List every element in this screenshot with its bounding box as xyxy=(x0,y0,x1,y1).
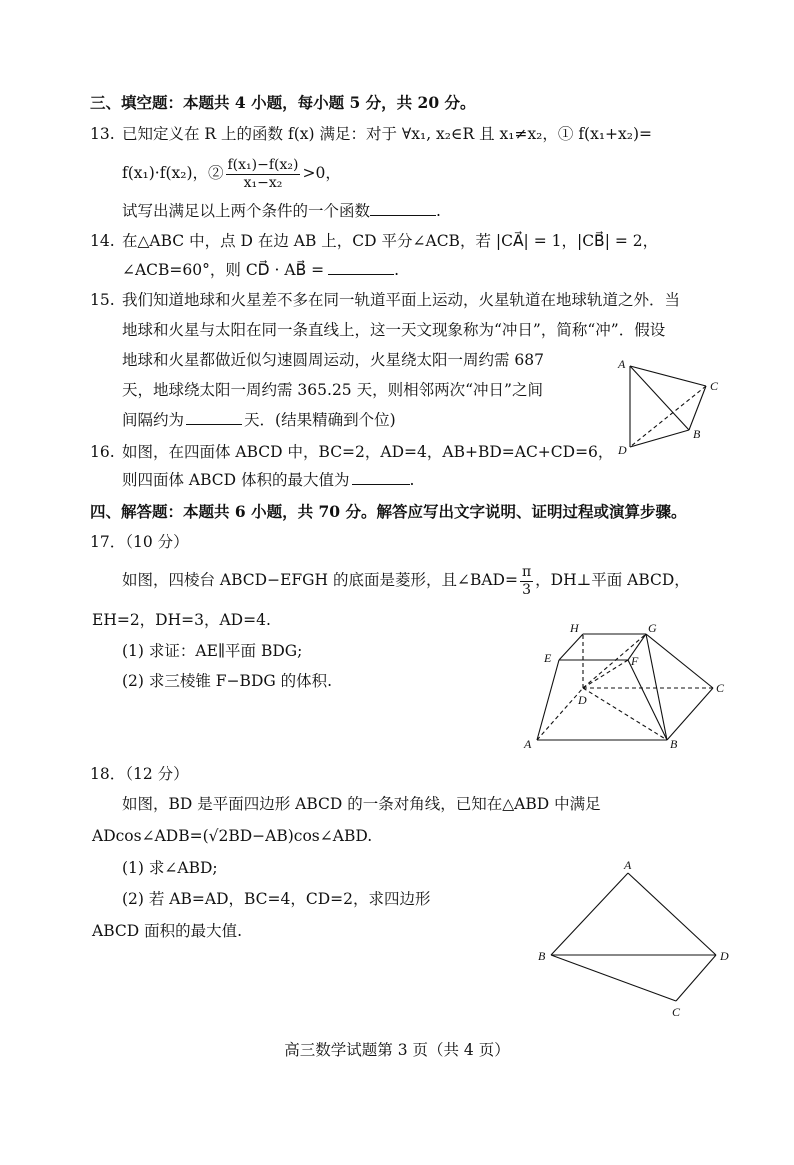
side-cd xyxy=(676,955,716,1001)
q17-line-1b: ，DH⊥平面 ABCD， xyxy=(535,571,690,589)
q14-line-2-text: ∠ACB=60°，则 CD⃗ · AB⃗ = xyxy=(122,261,325,279)
q17-header: 17．（10 分） xyxy=(90,533,189,551)
q13-frac-denominator: x₁−x₂ xyxy=(243,174,283,191)
q18-part-2: (2) 若 AB=AD，BC=4，CD=2，求四边形 xyxy=(122,890,431,908)
label-h: H xyxy=(570,621,579,635)
section-3-heading: 三、填空题：本题共 4 小题，每小题 5 分，共 20 分。 xyxy=(90,93,476,112)
q15-line-5b: 天．(结果精确到个位) xyxy=(244,411,396,429)
q14-number: 14. xyxy=(90,232,115,250)
label-a: A xyxy=(624,858,632,872)
q13-line-3-text: 试写出满足以上两个条件的一个函数 xyxy=(122,202,371,220)
label-g: G xyxy=(648,621,657,635)
q18-part-2-continued: ABCD 面积的最大值. xyxy=(92,922,243,940)
label-c: C xyxy=(716,681,725,695)
q13-frac-numerator: f(x₁)−f(x₂) xyxy=(227,156,299,173)
label-a: A xyxy=(524,737,532,751)
label-e: E xyxy=(544,651,552,665)
label-d: D xyxy=(578,693,587,707)
q13-line-2b: >0， xyxy=(302,164,341,182)
page-footer: 高三数学试题第 3 页（共 4 页） xyxy=(284,1041,510,1059)
q18-line-1: 如图，BD 是平面四边形 ABCD 的一条对角线，已知在△ABD 中满足 xyxy=(122,795,601,813)
side-ad xyxy=(628,873,716,955)
side-ab xyxy=(551,873,628,955)
q18-line-2: ADcos∠ADB=(√2BD−AB)cos∠ABD. xyxy=(92,827,373,845)
q16-line-2-end: . xyxy=(409,471,415,489)
q14-line-2-end: . xyxy=(394,261,400,279)
label-b: B xyxy=(538,949,546,963)
q14-line-1: 在△ABC 中，点 D 在边 AB 上，CD 平分∠ACB，若 |CA⃗| = 1，|CB⃗| = 2， xyxy=(122,232,659,250)
pi-denominator: 3 xyxy=(522,581,532,598)
label-d: D xyxy=(618,443,627,457)
q15-line-4: 天，地球绕太阳一周约需 365.25 天，则相邻两次“冲日”之间 xyxy=(122,381,543,399)
q18-part-1: (1) 求∠ABD; xyxy=(122,859,218,877)
label-b: B xyxy=(670,737,678,751)
label-d: D xyxy=(720,949,729,963)
q16-line-1: 如图，在四面体 ABCD 中，BC=2，AD=4，AB+BD=AC+CD=6， xyxy=(122,443,614,461)
q17-line-2: EH=2，DH=3，AD=4. xyxy=(92,611,271,629)
q17-part-2: (2) 求三棱锥 F−BDG 的体积. xyxy=(122,672,333,690)
q17-part-1: (1) 求证：AE∥平面 BDG; xyxy=(122,642,303,660)
q15-number: 15. xyxy=(90,291,115,309)
q15-line-3: 地球和火星都做近似匀速圆周运动，火星绕太阳一周约需 687 xyxy=(122,351,545,369)
label-f: F xyxy=(631,654,639,668)
q15-line-2: 地球和火星与太阳在同一条直线上，这一天文现象称为“冲日”，简称“冲”．假设 xyxy=(122,321,666,339)
q16-line-2-text: 则四面体 ABCD 体积的最大值为 xyxy=(122,471,350,489)
q18-header: 18．（12 分） xyxy=(90,765,189,783)
pi-numerator: π xyxy=(521,563,532,580)
side-bc xyxy=(551,955,676,1001)
q13-line-3-end: . xyxy=(436,202,441,220)
label-a: A xyxy=(618,357,626,371)
q13-line-2a: f(x₁)·f(x₂)，② xyxy=(122,164,224,182)
q16-number: 16. xyxy=(90,443,115,461)
q15-line-1: 我们知道地球和火星差不多在同一轨道平面上运动，火星轨道在地球轨道之外．当 xyxy=(122,291,681,309)
q13-line-1: 已知定义在 R 上的函数 f(x) 满足：对于 ∀x₁, x₂∈R 且 x₁≠x₂，① f(x₁+x₂)= xyxy=(122,125,653,143)
q13-number: 13. xyxy=(90,125,115,143)
q15-line-5a: 间隔约为 xyxy=(122,411,185,429)
label-c: C xyxy=(710,379,719,393)
label-c: C xyxy=(672,1005,681,1019)
q17-line-1a: 如图，四棱台 ABCD−EFGH 的底面是菱形，且∠BAD= xyxy=(122,571,518,589)
label-b: B xyxy=(693,427,701,441)
section-4-heading: 四、解答题：本题共 6 小题，共 70 分。解答应写出文字说明、证明过程或演算步骤。 xyxy=(90,502,687,521)
